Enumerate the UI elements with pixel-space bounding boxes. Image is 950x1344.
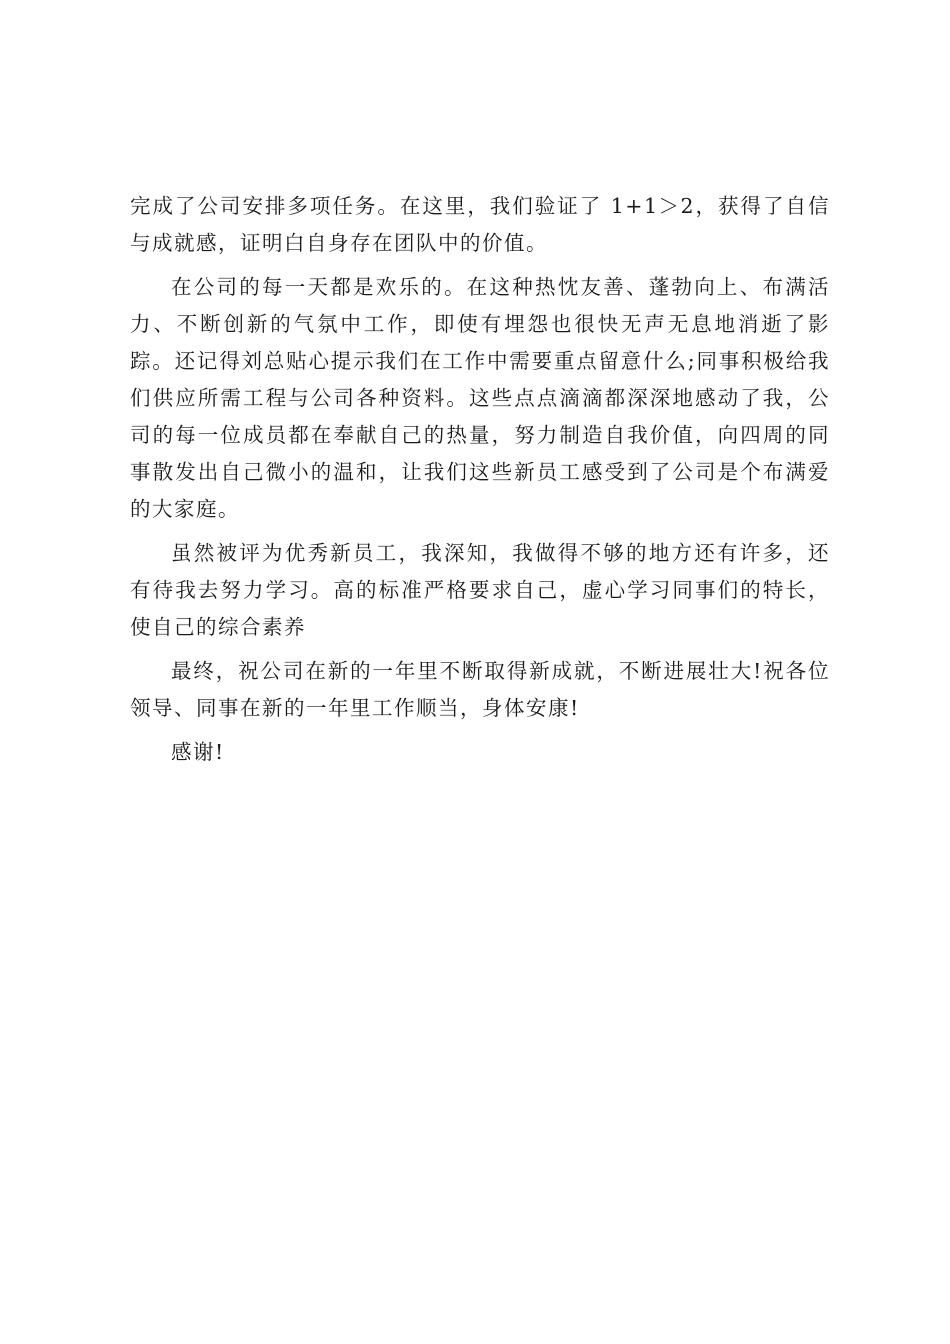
paragraph-wishes: 最终，祝公司在新的一年里不断取得新成就，不断进展壮大!祝各位领导、同事在新的一年里工作顺当，身体安康! xyxy=(130,659,830,720)
document-body xyxy=(130,188,830,778)
paragraph-company-atmosphere: 在公司的每一天都是欢乐的。在这种热忱友善、蓬勃向上、布满活力、不断创新的气氛中工作，即使有埋怨也很快无声无息地消逝了影踪。还记得刘总贴心提示我们在工作中需要重点留意什么;同事积极给我们供应所需工程与公司各种资料。这些点点滴滴都深深地感动了我，公司的每一位成员都在奉献自己的热量，努力制造自我价值，向四周的同事散发出自己微小的温和，让我们这些新员工感受到了公司是个布满爱的大家庭。 xyxy=(130,275,830,521)
paragraph-thanks: 感谢! xyxy=(171,740,225,764)
paragraph-continuation: 完成了公司安排多项任务。在这里，我们验证了 1+1＞2，获得了自信与成就感，证明白自身存在团队中的价值。 xyxy=(130,194,830,255)
paragraph-self-improvement: 虽然被评为优秀新员工，我深知，我做得不够的地方还有许多，还有待我去努力学习。高的标准严格要求自己，虚心学习同事们的特长，使自己的综合素养 xyxy=(130,541,830,639)
